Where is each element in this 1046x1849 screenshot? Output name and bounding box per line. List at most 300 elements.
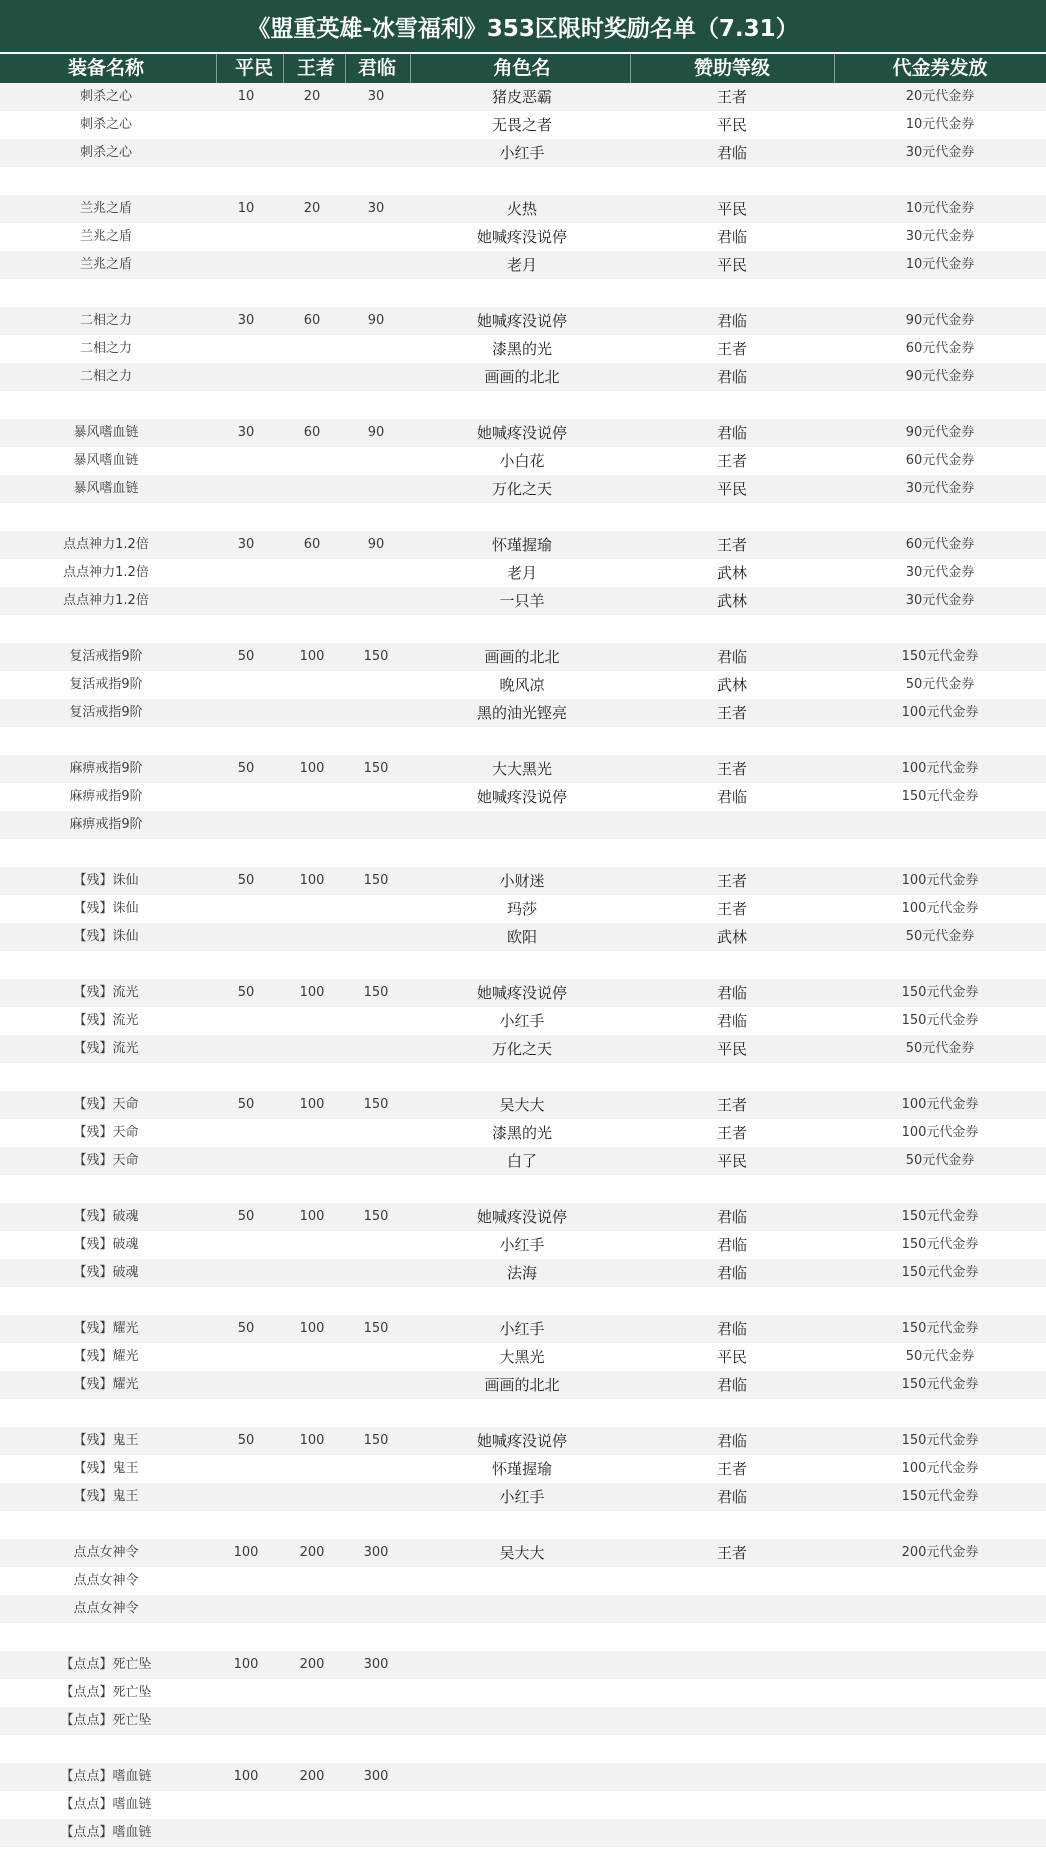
role-name-cell: 小红手 [499, 1320, 545, 1338]
voucher-cell: 100元代金券 [901, 873, 979, 888]
voucher-cell [860, 391, 1020, 419]
pingmin-price-cell: 50 [237, 1321, 255, 1336]
sponsor-level-cell: 君临 [716, 144, 747, 162]
wangzhe-price-cell [286, 475, 338, 503]
pingmin-price-cell [220, 335, 272, 363]
wangzhe-price-cell [286, 1371, 338, 1399]
sponsor-level-cell [672, 951, 792, 979]
voucher-cell [860, 503, 1020, 531]
junlin-price-cell [348, 167, 404, 195]
table-row [0, 867, 1046, 895]
role-name-cell: 画画的北北 [484, 368, 560, 386]
table-row [0, 1259, 1046, 1287]
junlin-price-cell [348, 671, 404, 699]
table-row [0, 727, 1046, 755]
junlin-price-cell [348, 1399, 404, 1427]
role-name-cell [437, 727, 607, 755]
junlin-price-cell [348, 1791, 404, 1819]
role-name-cell [437, 1595, 607, 1623]
junlin-price-cell: 150 [363, 1321, 389, 1336]
role-name-cell [437, 1679, 607, 1707]
table-row [0, 195, 1046, 223]
sponsor-level-cell: 王者 [716, 536, 747, 554]
voucher-cell [860, 1819, 1020, 1847]
equipment-cell: 【点点】死亡坠 [60, 1713, 152, 1728]
sponsor-level-cell [672, 503, 792, 531]
sponsor-level-cell [672, 1567, 792, 1595]
pingmin-price-cell [220, 727, 272, 755]
equipment-cell: 【点点】嗜血链 [60, 1769, 152, 1784]
junlin-price-cell [348, 503, 404, 531]
equipment-cell: 兰兆之盾 [79, 201, 132, 216]
role-name-cell: 万化之天 [491, 480, 552, 498]
wangzhe-price-cell [286, 1567, 338, 1595]
junlin-price-cell [348, 1175, 404, 1203]
sponsor-level-cell: 王者 [716, 760, 747, 778]
pingmin-price-cell: 10 [237, 89, 255, 104]
pingmin-price-cell [220, 363, 272, 391]
equipment-cell [20, 1175, 192, 1203]
sponsor-level-cell: 君临 [716, 1376, 747, 1394]
table-row [0, 895, 1046, 923]
role-name-cell: 怀瑾握瑜 [491, 1460, 552, 1478]
wangzhe-price-cell: 60 [303, 537, 321, 552]
header-equipment: 装备名称 [67, 57, 144, 79]
pingmin-price-cell: 30 [237, 425, 255, 440]
voucher-cell: 150元代金券 [901, 1237, 979, 1252]
wangzhe-price-cell [286, 1791, 338, 1819]
wangzhe-price-cell [286, 1007, 338, 1035]
equipment-cell [20, 1287, 192, 1315]
junlin-price-cell: 300 [363, 1545, 389, 1560]
sponsor-level-cell: 君临 [716, 788, 747, 806]
voucher-cell: 100元代金券 [901, 705, 979, 720]
pingmin-price-cell [220, 923, 272, 951]
voucher-cell: 150元代金券 [901, 1013, 979, 1028]
role-name-cell: 无畏之者 [491, 116, 552, 134]
pingmin-price-cell: 50 [237, 761, 255, 776]
equipment-cell: 点点神力1.2倍 [63, 537, 149, 552]
pingmin-price-cell: 50 [237, 985, 255, 1000]
table-row [0, 1203, 1046, 1231]
pingmin-price-cell [220, 139, 272, 167]
table-row [0, 1595, 1046, 1623]
equipment-cell: 暴风嗜血链 [73, 481, 139, 496]
junlin-price-cell [348, 951, 404, 979]
pingmin-price-cell [220, 167, 272, 195]
role-name-cell: 怀瑾握瑜 [491, 536, 552, 554]
junlin-price-cell [348, 111, 404, 139]
pingmin-price-cell: 30 [237, 313, 255, 328]
wangzhe-price-cell: 100 [299, 1433, 325, 1448]
sponsor-level-cell [672, 811, 792, 839]
wangzhe-price-cell [286, 363, 338, 391]
sponsor-level-cell: 王者 [716, 88, 747, 106]
pingmin-price-cell: 10 [237, 201, 255, 216]
table-row [0, 1287, 1046, 1315]
wangzhe-price-cell [286, 1707, 338, 1735]
junlin-price-cell [348, 1623, 404, 1651]
table-row [0, 979, 1046, 1007]
wangzhe-price-cell [286, 1511, 338, 1539]
pingmin-price-cell [220, 503, 272, 531]
table-row [0, 643, 1046, 671]
equipment-cell: 【残】鬼王 [73, 1489, 139, 1504]
wangzhe-price-cell [286, 699, 338, 727]
table-row [0, 531, 1046, 559]
table-row [0, 1035, 1046, 1063]
header-divider [410, 54, 411, 83]
table-row [0, 1371, 1046, 1399]
table-row [0, 335, 1046, 363]
table-row [0, 1483, 1046, 1511]
voucher-cell [860, 1511, 1020, 1539]
voucher-cell [860, 1287, 1020, 1315]
wangzhe-price-cell [286, 251, 338, 279]
junlin-price-cell [348, 1343, 404, 1371]
table-row [0, 83, 1046, 111]
table-row [0, 671, 1046, 699]
sponsor-level-cell [672, 1735, 792, 1763]
voucher-cell: 100元代金券 [901, 901, 979, 916]
role-name-cell: 小财迷 [499, 872, 545, 890]
role-name-cell [437, 811, 607, 839]
role-name-cell: 她喊疼没说停 [476, 228, 567, 246]
header-voucher: 代金券发放 [892, 57, 988, 79]
pingmin-price-cell [220, 1623, 272, 1651]
wangzhe-price-cell [286, 1399, 338, 1427]
junlin-price-cell [348, 1595, 404, 1623]
equipment-cell [20, 1063, 192, 1091]
table-row [0, 699, 1046, 727]
voucher-cell [860, 1707, 1020, 1735]
voucher-cell: 30元代金券 [905, 229, 975, 244]
sponsor-level-cell: 武林 [716, 928, 747, 946]
wangzhe-price-cell [286, 279, 338, 307]
voucher-cell: 50元代金券 [905, 1153, 975, 1168]
sponsor-level-cell: 平民 [716, 1040, 747, 1058]
equipment-cell: 【点点】死亡坠 [60, 1685, 152, 1700]
junlin-price-cell [348, 447, 404, 475]
junlin-price-cell [348, 727, 404, 755]
equipment-cell: 【残】耀光 [73, 1349, 139, 1364]
pingmin-price-cell [220, 1287, 272, 1315]
equipment-cell: 【残】鬼王 [73, 1461, 139, 1476]
pingmin-price-cell [220, 447, 272, 475]
junlin-price-cell: 150 [363, 1097, 389, 1112]
header-wangzhe: 王者 [296, 57, 335, 79]
table-row [0, 559, 1046, 587]
pingmin-price-cell: 100 [233, 1545, 259, 1560]
junlin-price-cell [348, 923, 404, 951]
junlin-price-cell: 300 [363, 1657, 389, 1672]
wangzhe-price-cell [286, 1287, 338, 1315]
voucher-cell: 100元代金券 [901, 1461, 979, 1476]
voucher-cell: 50元代金券 [905, 1349, 975, 1364]
wangzhe-price-cell [286, 1343, 338, 1371]
pingmin-price-cell [220, 1147, 272, 1175]
voucher-cell [860, 1567, 1020, 1595]
wangzhe-price-cell: 100 [299, 985, 325, 1000]
pingmin-price-cell [220, 1511, 272, 1539]
role-name-cell: 她喊疼没说停 [476, 424, 567, 442]
equipment-cell: 【残】耀光 [73, 1377, 139, 1392]
header-divider [345, 54, 346, 83]
voucher-cell: 150元代金券 [901, 789, 979, 804]
sponsor-level-cell: 王者 [716, 1544, 747, 1562]
pingmin-price-cell [220, 223, 272, 251]
wangzhe-price-cell: 200 [299, 1545, 325, 1560]
wangzhe-price-cell [286, 1231, 338, 1259]
wangzhe-price-cell [286, 587, 338, 615]
equipment-cell: 刺杀之心 [79, 117, 132, 132]
junlin-price-cell: 150 [363, 1209, 389, 1224]
wangzhe-price-cell [286, 1119, 338, 1147]
pingmin-price-cell: 100 [233, 1657, 259, 1672]
voucher-cell [860, 1763, 1020, 1791]
pingmin-price-cell [220, 1455, 272, 1483]
equipment-cell: 【残】天命 [73, 1153, 139, 1168]
table-row [0, 1175, 1046, 1203]
page-title: 《盟重英雄-冰雪福利》353区限时奖励名单（7.31） [0, 0, 1046, 54]
pingmin-price-cell [220, 1371, 272, 1399]
pingmin-price-cell [220, 895, 272, 923]
wangzhe-price-cell [286, 223, 338, 251]
header-pingmin: 平民 [234, 57, 273, 79]
voucher-cell: 90元代金券 [905, 313, 975, 328]
table-row [0, 1007, 1046, 1035]
header-role: 角色名 [493, 57, 551, 79]
junlin-price-cell [348, 1455, 404, 1483]
wangzhe-price-cell: 100 [299, 1209, 325, 1224]
sponsor-level-cell: 平民 [716, 480, 747, 498]
sponsor-level-cell: 君临 [716, 1208, 747, 1226]
pingmin-price-cell [220, 1679, 272, 1707]
table-row [0, 951, 1046, 979]
equipment-cell: 麻痹戒指9阶 [69, 817, 143, 832]
reward-table-body [0, 83, 1046, 1847]
voucher-cell: 20元代金券 [905, 89, 975, 104]
wangzhe-price-cell: 60 [303, 425, 321, 440]
junlin-price-cell [348, 811, 404, 839]
junlin-price-cell [348, 1679, 404, 1707]
junlin-price-cell [348, 699, 404, 727]
sponsor-level-cell: 王者 [716, 452, 747, 470]
sponsor-level-cell [672, 167, 792, 195]
voucher-cell: 200元代金券 [901, 1545, 979, 1560]
table-row [0, 1399, 1046, 1427]
equipment-cell: 【残】流光 [73, 1041, 139, 1056]
table-row [0, 1819, 1046, 1847]
equipment-cell: 复活戒指9阶 [69, 649, 143, 664]
pingmin-price-cell [220, 1231, 272, 1259]
sponsor-level-cell [672, 1399, 792, 1427]
sponsor-level-cell [672, 279, 792, 307]
junlin-price-cell [348, 1259, 404, 1287]
voucher-cell: 90元代金券 [905, 369, 975, 384]
junlin-price-cell [348, 475, 404, 503]
equipment-cell: 【残】诛仙 [73, 929, 139, 944]
voucher-cell [860, 1623, 1020, 1651]
wangzhe-price-cell [286, 1679, 338, 1707]
voucher-cell: 150元代金券 [901, 1209, 979, 1224]
junlin-price-cell [348, 1819, 404, 1847]
junlin-price-cell [348, 1511, 404, 1539]
equipment-cell: 【点点】嗜血链 [60, 1825, 152, 1840]
sponsor-level-cell: 君临 [716, 1264, 747, 1282]
junlin-price-cell [348, 559, 404, 587]
equipment-cell: 复活戒指9阶 [69, 677, 143, 692]
voucher-cell: 50元代金券 [905, 929, 975, 944]
sponsor-level-cell: 平民 [716, 1152, 747, 1170]
table-row [0, 1511, 1046, 1539]
role-name-cell: 晚风凉 [499, 676, 545, 694]
table-row [0, 1231, 1046, 1259]
voucher-cell: 150元代金券 [901, 1265, 979, 1280]
role-name-cell [437, 1287, 607, 1315]
pingmin-price-cell [220, 279, 272, 307]
voucher-cell [860, 1175, 1020, 1203]
sponsor-level-cell [672, 839, 792, 867]
voucher-cell: 30元代金券 [905, 145, 975, 160]
equipment-cell: 【点点】死亡坠 [60, 1657, 152, 1672]
wangzhe-price-cell: 100 [299, 649, 325, 664]
role-name-cell [437, 1567, 607, 1595]
role-name-cell: 她喊疼没说停 [476, 1432, 567, 1450]
wangzhe-price-cell [286, 1735, 338, 1763]
role-name-cell: 画画的北北 [484, 1376, 560, 1394]
equipment-cell [20, 951, 192, 979]
wangzhe-price-cell [286, 839, 338, 867]
role-name-cell [437, 1175, 607, 1203]
pingmin-price-cell [220, 811, 272, 839]
equipment-cell: 【残】天命 [73, 1097, 139, 1112]
sponsor-level-cell [672, 391, 792, 419]
wangzhe-price-cell: 60 [303, 313, 321, 328]
voucher-cell: 60元代金券 [905, 453, 975, 468]
sponsor-level-cell [672, 1511, 792, 1539]
wangzhe-price-cell [286, 1035, 338, 1063]
equipment-cell: 【残】破魂 [73, 1265, 139, 1280]
table-row [0, 1091, 1046, 1119]
equipment-cell [20, 167, 192, 195]
pingmin-price-cell: 100 [233, 1769, 259, 1784]
role-name-cell [437, 1763, 607, 1791]
role-name-cell: 吴大大 [499, 1544, 545, 1562]
junlin-price-cell [348, 1119, 404, 1147]
pingmin-price-cell [220, 951, 272, 979]
equipment-cell: 暴风嗜血链 [73, 453, 139, 468]
role-name-cell [437, 951, 607, 979]
table-row [0, 223, 1046, 251]
pingmin-price-cell [220, 391, 272, 419]
equipment-cell: 暴风嗜血链 [73, 425, 139, 440]
junlin-price-cell [348, 1007, 404, 1035]
role-name-cell: 一只羊 [499, 592, 545, 610]
equipment-cell: 二相之力 [79, 313, 132, 328]
role-name-cell [437, 615, 607, 643]
table-row [0, 447, 1046, 475]
voucher-cell: 100元代金券 [901, 1097, 979, 1112]
role-name-cell: 火热 [506, 200, 537, 218]
equipment-cell [20, 727, 192, 755]
wangzhe-price-cell [286, 391, 338, 419]
pingmin-price-cell [220, 1595, 272, 1623]
wangzhe-price-cell [286, 727, 338, 755]
wangzhe-price-cell [286, 1819, 338, 1847]
junlin-price-cell: 150 [363, 649, 389, 664]
sponsor-level-cell [672, 1175, 792, 1203]
equipment-cell: 刺杀之心 [79, 145, 132, 160]
role-name-cell: 大大黑光 [491, 760, 552, 778]
table-row [0, 1623, 1046, 1651]
role-name-cell [437, 839, 607, 867]
pingmin-price-cell [220, 251, 272, 279]
wangzhe-price-cell: 100 [299, 1097, 325, 1112]
role-name-cell: 老月 [506, 564, 537, 582]
wangzhe-price-cell: 200 [299, 1657, 325, 1672]
role-name-cell: 她喊疼没说停 [476, 788, 567, 806]
pingmin-price-cell: 50 [237, 1097, 255, 1112]
voucher-cell [860, 1735, 1020, 1763]
table-row [0, 1735, 1046, 1763]
pingmin-price-cell [220, 839, 272, 867]
wangzhe-price-cell: 100 [299, 1321, 325, 1336]
table-row [0, 1343, 1046, 1371]
wangzhe-price-cell [286, 1147, 338, 1175]
voucher-cell: 150元代金券 [901, 649, 979, 664]
table-row [0, 783, 1046, 811]
voucher-cell [860, 1595, 1020, 1623]
voucher-cell: 150元代金券 [901, 1321, 979, 1336]
voucher-cell: 30元代金券 [905, 593, 975, 608]
junlin-price-cell [348, 615, 404, 643]
equipment-cell [20, 1623, 192, 1651]
table-row [0, 363, 1046, 391]
wangzhe-price-cell: 100 [299, 761, 325, 776]
voucher-cell: 10元代金券 [905, 117, 975, 132]
voucher-cell: 100元代金券 [901, 1125, 979, 1140]
role-name-cell: 她喊疼没说停 [476, 984, 567, 1002]
equipment-cell: 二相之力 [79, 341, 132, 356]
pingmin-price-cell [220, 1567, 272, 1595]
role-name-cell: 小红手 [499, 144, 545, 162]
pingmin-price-cell [220, 1035, 272, 1063]
equipment-cell [20, 279, 192, 307]
role-name-cell [437, 279, 607, 307]
voucher-cell [860, 1651, 1020, 1679]
equipment-cell: 麻痹戒指9阶 [69, 789, 143, 804]
pingmin-price-cell: 50 [237, 873, 255, 888]
table-row [0, 615, 1046, 643]
equipment-cell: 【点点】嗜血链 [60, 1797, 152, 1812]
wangzhe-price-cell: 100 [299, 873, 325, 888]
equipment-cell: 兰兆之盾 [79, 229, 132, 244]
role-name-cell: 小白花 [499, 452, 545, 470]
sponsor-level-cell [672, 1763, 792, 1791]
equipment-cell: 复活戒指9阶 [69, 705, 143, 720]
table-row [0, 811, 1046, 839]
voucher-cell: 150元代金券 [901, 985, 979, 1000]
equipment-cell [20, 839, 192, 867]
sponsor-level-cell: 君临 [716, 1320, 747, 1338]
role-name-cell [437, 1707, 607, 1735]
junlin-price-cell [348, 139, 404, 167]
table-row [0, 1679, 1046, 1707]
voucher-cell: 150元代金券 [901, 1489, 979, 1504]
role-name-cell: 玛莎 [506, 900, 537, 918]
wangzhe-price-cell [286, 503, 338, 531]
